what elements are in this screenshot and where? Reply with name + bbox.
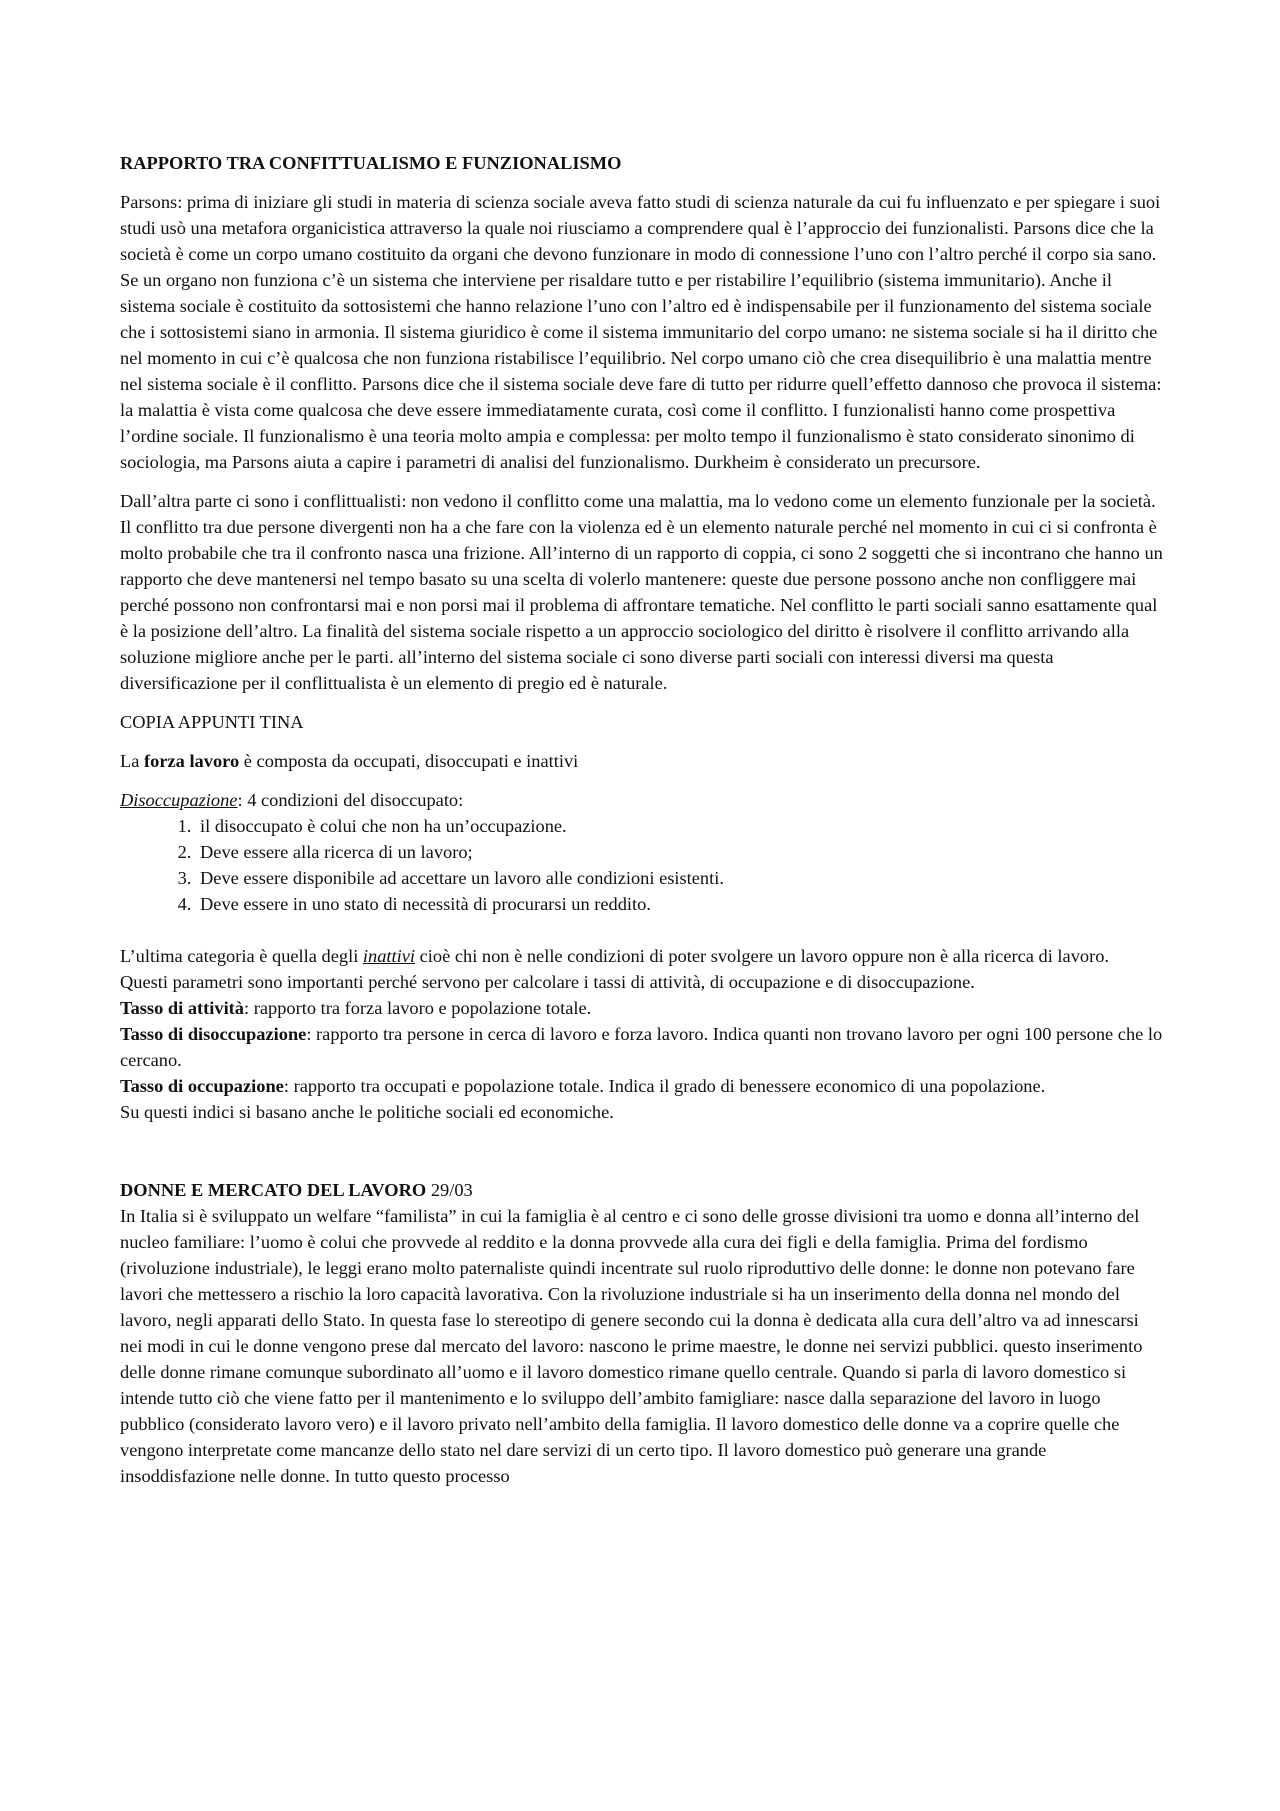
disoccupazione-term: Disoccupazione (120, 790, 238, 810)
tasso-disoccupazione-def: : rapporto tra persone in cerca di lavoro e forza lavoro. Indica quanti non trovano lavoro per ogni 100 persone che lo cercano. (120, 1024, 1163, 1070)
list-item: 2. Deve essere alla ricerca di un lavoro; (196, 839, 1165, 865)
conditions-list (120, 813, 1165, 917)
parametri-line: Questi parametri sono importanti perché servono per calcolare i tassi di attività, di occupazione e di disoccupazione. (120, 972, 975, 992)
spacer (120, 917, 1165, 943)
document-page (120, 150, 1165, 1489)
list-item: 1. il disoccupato è colui che non ha un’occupazione. (196, 813, 1165, 839)
disoccupazione-rest: : 4 condizioni del disoccupato: (237, 790, 464, 810)
forza-lavoro-term: forza lavoro (144, 751, 240, 771)
tasso-disoccupazione-line (120, 1021, 1165, 1073)
disoccupazione-heading (120, 787, 1165, 813)
inattivi-pre: L’ultima categoria è quella degli (120, 946, 363, 966)
section-title-conflittualismo: RAPPORTO TRA CONFITTUALISMO E FUNZIONALISMO (120, 153, 622, 173)
forza-lavoro-pre: La (120, 751, 144, 771)
section-date: 29/03 (430, 1180, 473, 1200)
tasso-attivita-line (120, 995, 1165, 1021)
forza-lavoro-post: è composta da occupati, disoccupati e inattivi (239, 751, 579, 771)
tasso-attivita-def: : rapporto tra forza lavoro e popolazione totale. (244, 998, 592, 1018)
list-item: 3. Deve essere disponibile ad accettare un lavoro alle condizioni esistenti. (196, 865, 1165, 891)
tasso-attivita-term: Tasso di attività (120, 998, 244, 1018)
copy-note: COPIA APPUNTI TINA (120, 712, 304, 732)
paragraph-conflittualisti: Dall’altra parte ci sono i conflittualisti: non vedono il conflitto come una malattia, ma lo vedono come un elemento funzionale per la società. Il conflitto tra due persone divergenti non ha a che fare con la violenza ed è un elemento naturale perché nel momento in cui ci si confronta è molto probabile che tra il confronto nasca una frizione. All’interno di un rapporto di coppia, ci sono 2 soggetti che si incontrano che hanno un rapporto che deve mantenersi nel tempo basato su una scelta di volerlo mantenere: queste due persone possono anche non confliggere mai perché possono non confrontarsi mai e non porsi mai il problema di affrontare tematiche. Nel conflitto le parti sociali sanno esattamente qual è la posizione dell’altro. La finalità del sistema sociale rispetto a un approccio sociologico del diritto è risolvere il conflitto arrivando alla soluzione migliore anche per le parti. all’interno del sistema sociale ci sono diverse parti sociali con interessi diversi ma questa diversificazione per il conflittualista è un elemento di pregio ed è naturale. (120, 491, 1163, 693)
tasso-disoccupazione-term: Tasso di disoccupazione (120, 1024, 307, 1044)
tasso-occupazione-line (120, 1073, 1165, 1099)
tasso-occupazione-def: : rapporto tra occupati e popolazione totale. Indica il grado di benessere economico di una popolazione. (283, 1076, 1046, 1096)
paragraph-parsons: Parsons: prima di iniziare gli studi in materia di scienza sociale aveva fatto studi di scienza naturale da cui fu influenzato e per spiegare i suoi studi usò una metafora organicistica attraverso la quale noi riusciamo a comprendere qual è l’approccio dei funzionalisti. Parsons dice che la società è come un corpo umano costituito da organi che devono funzionare in modo di connessione l’uno con l’altro perché il corpo sia sano. Se un organo non funziona c’è un sistema che interviene per risaldare tutto e per ristabilire l’equilibrio (sistema immunitario). Anche il sistema sociale è costituito da sottosistemi che hanno relazione l’uno con l’altro ed è indispensabile per il funzionamento del sistema sociale che i sottosistemi siano in armonia. Il sistema giuridico è come il sistema immunitario del corpo umano: ne sistema sociale si ha il diritto che nel momento in cui c’è qualcosa che non funziona ristabilisce l’equilibrio. Nel corpo umano ciò che crea disequilibrio è una malattia mentre nel sistema sociale è il conflitto. Parsons dice che il sistema sociale deve fare di tutto per ridurre quell’effetto dannoso che provoca il sistema: la malattia è vista come qualcosa che deve essere immediatamente curata, così come il conflitto. I funzionalisti hanno come prospettiva l’ordine sociale. Il funzionalismo è una teoria molto ampia e complessa: per molto tempo il funzionalismo è stato considerato sinonimo di sociologia, ma Parsons aiuta a capire i parametri di analisi del funzionalismo. Durkheim è considerato un precursore. (120, 192, 1162, 472)
indici-line: Su questi indici si basano anche le politiche sociali ed economiche. (120, 1102, 614, 1122)
forza-lavoro-line (120, 748, 1165, 774)
inattivi-paragraph (120, 943, 1165, 969)
tasso-occupazione-term: Tasso di occupazione (120, 1076, 284, 1096)
inattivi-term: inattivi (362, 946, 416, 966)
inattivi-post: cioè chi non è nelle condizioni di poter svolgere un lavoro oppure non è alla ricerca di lavoro. (415, 946, 1110, 966)
paragraph-donne-lavoro: In Italia si è sviluppato un welfare “familista” in cui la famiglia è al centro e ci sono delle grosse divisioni tra uomo e donna all’interno del nucleo familiare: l’uomo è colui che provvede al reddito e la donna provvede alla cura dei figli e della famiglia. Prima del fordismo (rivoluzione industriale), le leggi erano molto paternaliste quindi incentrate sul ruolo riproduttivo delle donne: le donne non potevano fare lavori che mettessero a rischio la loro capacità lavorativa. Con la rivoluzione industriale si ha un inserimento della donna nel mondo del lavoro, negli apparati dello Stato. In questa fase lo stereotipo di genere secondo cui la donna è dedicata alla cura dell’altro va ad innescarsi nei modi in cui le donne vengono prese dal mercato del lavoro: nascono le prime maestre, le donne nei servizi pubblici. questo inserimento delle donne rimane comunque subordinato all’uomo e il lavoro domestico rimane quello centrale. Quando si parla di lavoro domestico si intende tutto ciò che viene fatto per il mantenimento e lo sviluppo dell’ambito famigliare: nasce dalla separazione del lavoro in luogo pubblico (considerato lavoro vero) e il lavoro privato nell’ambito della famiglia. Il lavoro domestico delle donne va a coprire quelle che vengono interpretate come mancanze dello stato nel dare servizi di un certo tipo. Il lavoro domestico può generare una grande insoddisfazione nelle donne. In tutto questo processo (120, 1206, 1143, 1486)
section-title-donne-text: DONNE E MERCATO DEL LAVORO (120, 1180, 427, 1200)
section-title-donne (120, 1177, 1165, 1203)
spacer (120, 1125, 1165, 1177)
list-item: 4. Deve essere in uno stato di necessità di procurarsi un reddito. (196, 891, 1165, 917)
